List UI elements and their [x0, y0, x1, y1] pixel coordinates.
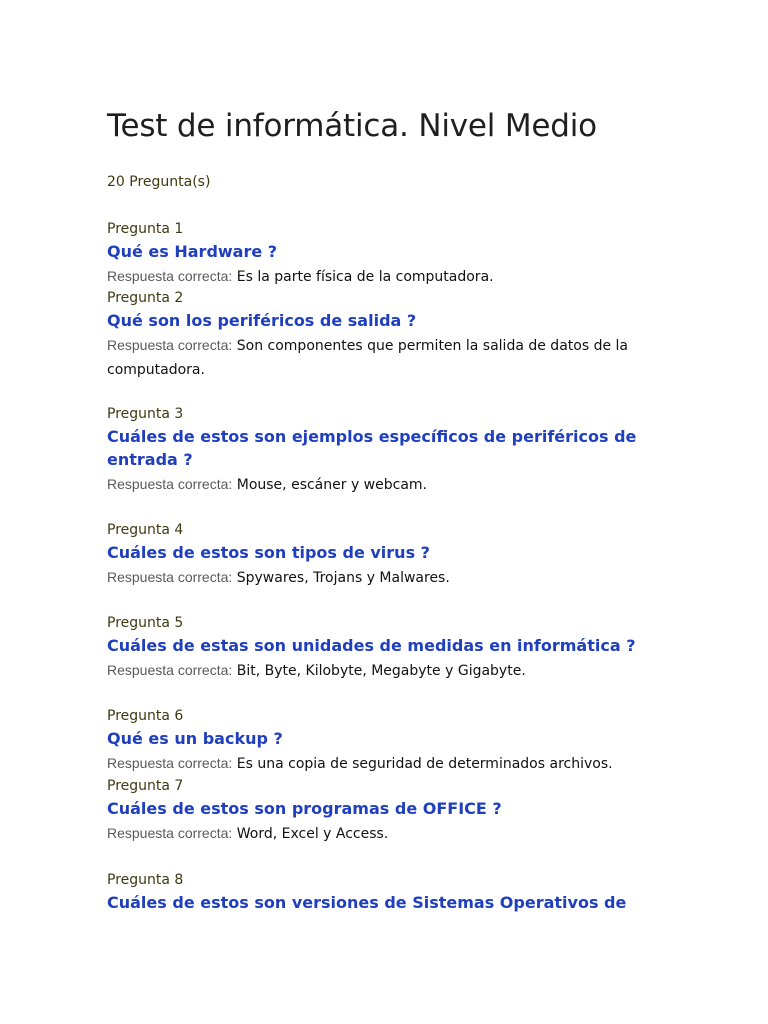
question-text: Cuáles de estos son tipos de virus ?: [107, 543, 430, 562]
answer-label: Respuesta correcta:: [107, 268, 233, 284]
page-title: Test de informática. Nivel Medio: [107, 108, 597, 144]
question-block-8: [107, 870, 667, 914]
question-block-6: [107, 706, 667, 776]
answer-label: Respuesta correcta:: [107, 569, 233, 585]
question-number: Pregunta 6: [107, 708, 184, 724]
question-block-4: [107, 520, 667, 590]
question-number: Pregunta 4: [107, 522, 184, 538]
answer-line: [107, 472, 667, 497]
question-text: Cuáles de estos son programas de OFFICE ?: [107, 799, 502, 818]
question-count: 20 Pregunta(s): [107, 174, 211, 190]
answer-label: Respuesta correcta:: [107, 476, 233, 492]
answer-text: Spywares, Trojans y Malwares.: [236, 570, 450, 586]
answer-line: [107, 658, 667, 683]
question-number: Pregunta 1: [107, 221, 184, 237]
answer-label: Respuesta correcta:: [107, 662, 233, 678]
answer-line: [107, 264, 667, 289]
question-block-7: [107, 776, 667, 846]
answer-text: Es la parte física de la computadora.: [236, 269, 494, 285]
question-number: Pregunta 8: [107, 872, 184, 888]
question-block-5: [107, 613, 667, 683]
question-number: Pregunta 3: [107, 406, 184, 422]
answer-text: Mouse, escáner y webcam.: [236, 477, 428, 493]
question-number: Pregunta 7: [107, 778, 184, 794]
question-number: Pregunta 5: [107, 615, 184, 631]
answer-line: [107, 821, 667, 846]
question-block-3: [107, 404, 667, 497]
question-text: Qué es un backup ?: [107, 729, 283, 748]
answer-label: Respuesta correcta:: [107, 755, 233, 771]
answer-text: Bit, Byte, Kilobyte, Megabyte y Gigabyte.: [236, 663, 526, 679]
answer-text: Word, Excel y Access.: [236, 826, 389, 842]
question-number: Pregunta 2: [107, 290, 184, 306]
answer-line: [107, 565, 667, 590]
question-text: Cuáles de estos son versiones de Sistemas Operativos de: [107, 893, 627, 912]
question-text: Cuáles de estas son unidades de medidas en informática ?: [107, 636, 636, 655]
question-block-2: [107, 288, 667, 382]
question-block-1: [107, 219, 667, 289]
answer-line: [107, 751, 667, 776]
question-text: Qué son los periféricos de salida ?: [107, 311, 417, 330]
question-text: Qué es Hardware ?: [107, 242, 278, 261]
question-text: Cuáles de estos son ejemplos específicos de periféricos de entrada ?: [107, 427, 637, 469]
answer-label: Respuesta correcta:: [107, 337, 233, 353]
answer-line: [107, 333, 667, 382]
answer-label: Respuesta correcta:: [107, 825, 233, 841]
answer-text: Es una copia de seguridad de determinados archivos.: [236, 756, 613, 772]
answer-text: Son componentes que permiten la salida de datos de la computadora.: [107, 338, 628, 378]
